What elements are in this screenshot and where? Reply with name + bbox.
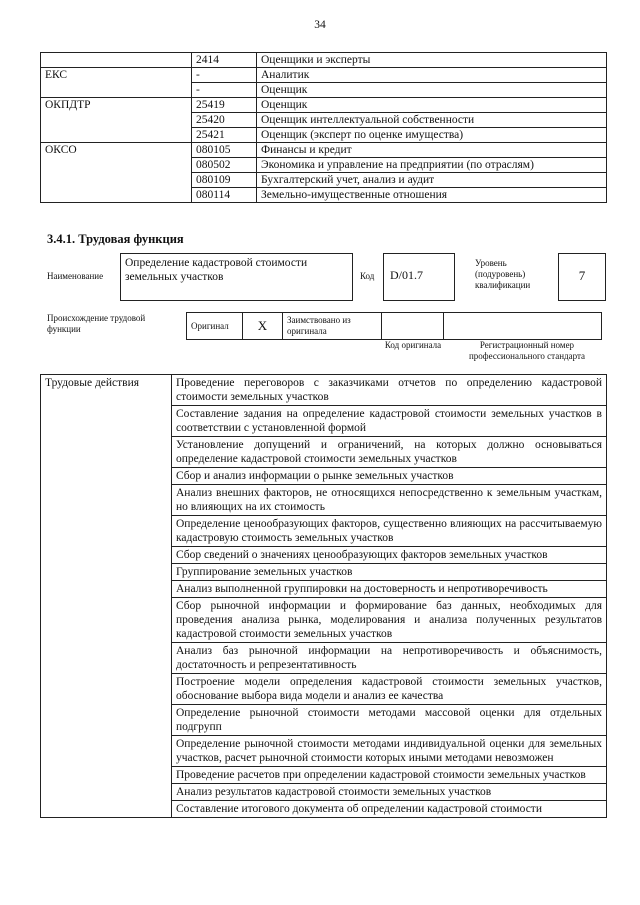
table-row bbox=[41, 98, 607, 113]
function-code: D/01.7 bbox=[383, 253, 455, 301]
classifier-code: 2414 bbox=[192, 53, 257, 68]
classifier-title: Бухгалтерский учет, анализ и аудит bbox=[257, 173, 607, 188]
function-name: Определение кадастровой стоимости земельных участков bbox=[120, 253, 353, 301]
qualification-level: 7 bbox=[558, 253, 606, 301]
table-row bbox=[41, 143, 607, 158]
labor-action-item: Анализ результатов кадастровой стоимости земельных участков bbox=[172, 784, 607, 801]
classifier-title: Оценщик bbox=[257, 83, 607, 98]
labor-action-item: Построение модели определения кадастровой стоимости земельных участков, обоснование выбора вида модели и анализ ее качества bbox=[172, 674, 607, 705]
classifier-code: 25421 bbox=[192, 128, 257, 143]
origin-code-cell bbox=[382, 313, 444, 340]
classifier-group: ОКСО bbox=[41, 143, 192, 203]
classifier-code: 25420 bbox=[192, 113, 257, 128]
classification-table bbox=[40, 52, 607, 203]
classifier-title: Оценщики и эксперты bbox=[257, 53, 607, 68]
classifier-title: Аналитик bbox=[257, 68, 607, 83]
classifier-code: 080109 bbox=[192, 173, 257, 188]
labor-action-item: Сбор сведений о значениях ценообразующих факторов земельных участков bbox=[172, 547, 607, 564]
labor-action-item: Определение рыночной стоимости методами индивидуальной оценки для земельных участков, расчет рыночной стоимости которых иными методами невозможен bbox=[172, 736, 607, 767]
labor-action-item: Проведение переговоров с заказчиками отчетов по определению кадастровой стоимости земельных участков bbox=[172, 375, 607, 406]
labor-actions-table bbox=[40, 374, 607, 818]
classifier-title: Финансы и кредит bbox=[257, 143, 607, 158]
labor-action-item: Определение ценообразующих факторов, существенно влияющих на рассчитываемую кадастровую стоимость земельных участков bbox=[172, 516, 607, 547]
labor-actions-label: Трудовые действия bbox=[41, 375, 172, 818]
table-row bbox=[41, 68, 607, 83]
page-number: 34 bbox=[314, 19, 326, 31]
labor-action-item: Определение рыночной стоимости методами массовой оценки для отдельных подгрупп bbox=[172, 705, 607, 736]
name-label: Наименование bbox=[47, 271, 104, 281]
origin-label: Происхождение трудовой функции bbox=[47, 313, 146, 334]
classifier-code: 080114 bbox=[192, 188, 257, 203]
labor-action-item: Проведение расчетов при определении кадастровой стоимости земельных участков bbox=[172, 767, 607, 784]
classifier-group: ЕКС bbox=[41, 68, 192, 98]
classifier-code: 080105 bbox=[192, 143, 257, 158]
labor-action-item: Установление допущений и ограничений, на которых должно основываться определение кадастровой стоимости земельных участков bbox=[172, 437, 607, 468]
table-row bbox=[41, 375, 607, 406]
labor-action-item: Анализ баз рыночной информации на непротиворечивость и объяснимость, достаточность и репрезентативность bbox=[172, 643, 607, 674]
labor-action-item: Анализ внешних факторов, не относящихся непосредственно к земельным участкам, но влияющих на их стоимость bbox=[172, 485, 607, 516]
classifier-code: - bbox=[192, 68, 257, 83]
original-label: Оригинал bbox=[187, 313, 243, 340]
original-mark: X bbox=[243, 313, 283, 340]
registration-number-cell bbox=[444, 313, 602, 340]
labor-action-item: Составление задания на определение кадастровой стоимости земельных участков в соответствии с установленной формой bbox=[172, 406, 607, 437]
labor-action-item: Сбор и анализ информации о рынке земельных участков bbox=[172, 468, 607, 485]
classifier-code: 25419 bbox=[192, 98, 257, 113]
classifier-title: Оценщик интеллектуальной собственности bbox=[257, 113, 607, 128]
classifier-code: 080502 bbox=[192, 158, 257, 173]
labor-action-item: Группирование земельных участков bbox=[172, 564, 607, 581]
classifier-title: Оценщик bbox=[257, 98, 607, 113]
labor-action-item: Сбор рыночной информации и формирование баз данных, необходимых для проведения анализа рынка, моделирования и анализа полученных результатов кадастровой стоимости земельных участков bbox=[172, 598, 607, 643]
labor-action-item: Анализ выполненной группировки на достоверность и непротиворечивость bbox=[172, 581, 607, 598]
registration-number-caption: Регистрационный номер профессионального стандарта bbox=[468, 340, 586, 361]
classifier-title: Земельно-имущественные отношения bbox=[257, 188, 607, 203]
borrowed-label: Заимствовано из оригинала bbox=[283, 313, 382, 340]
labor-action-item: Составление итогового документа об определении кадастровой стоимости bbox=[172, 801, 607, 818]
classifier-group: ОКПДТР bbox=[41, 98, 192, 143]
origin-code-caption: Код оригинала bbox=[384, 340, 442, 350]
qualification-level-label: Уровень (подуровень) квалификации bbox=[475, 258, 531, 290]
classifier-group bbox=[41, 53, 192, 68]
table-row bbox=[41, 53, 607, 68]
classifier-title: Оценщик (эксперт по оценке имущества) bbox=[257, 128, 607, 143]
origin-table bbox=[186, 312, 602, 340]
section-heading: 3.4.1. Трудовая функция bbox=[47, 232, 184, 246]
classifier-code: - bbox=[192, 83, 257, 98]
code-label: Код bbox=[360, 271, 375, 281]
classifier-title: Экономика и управление на предприятии (по отраслям) bbox=[257, 158, 607, 173]
